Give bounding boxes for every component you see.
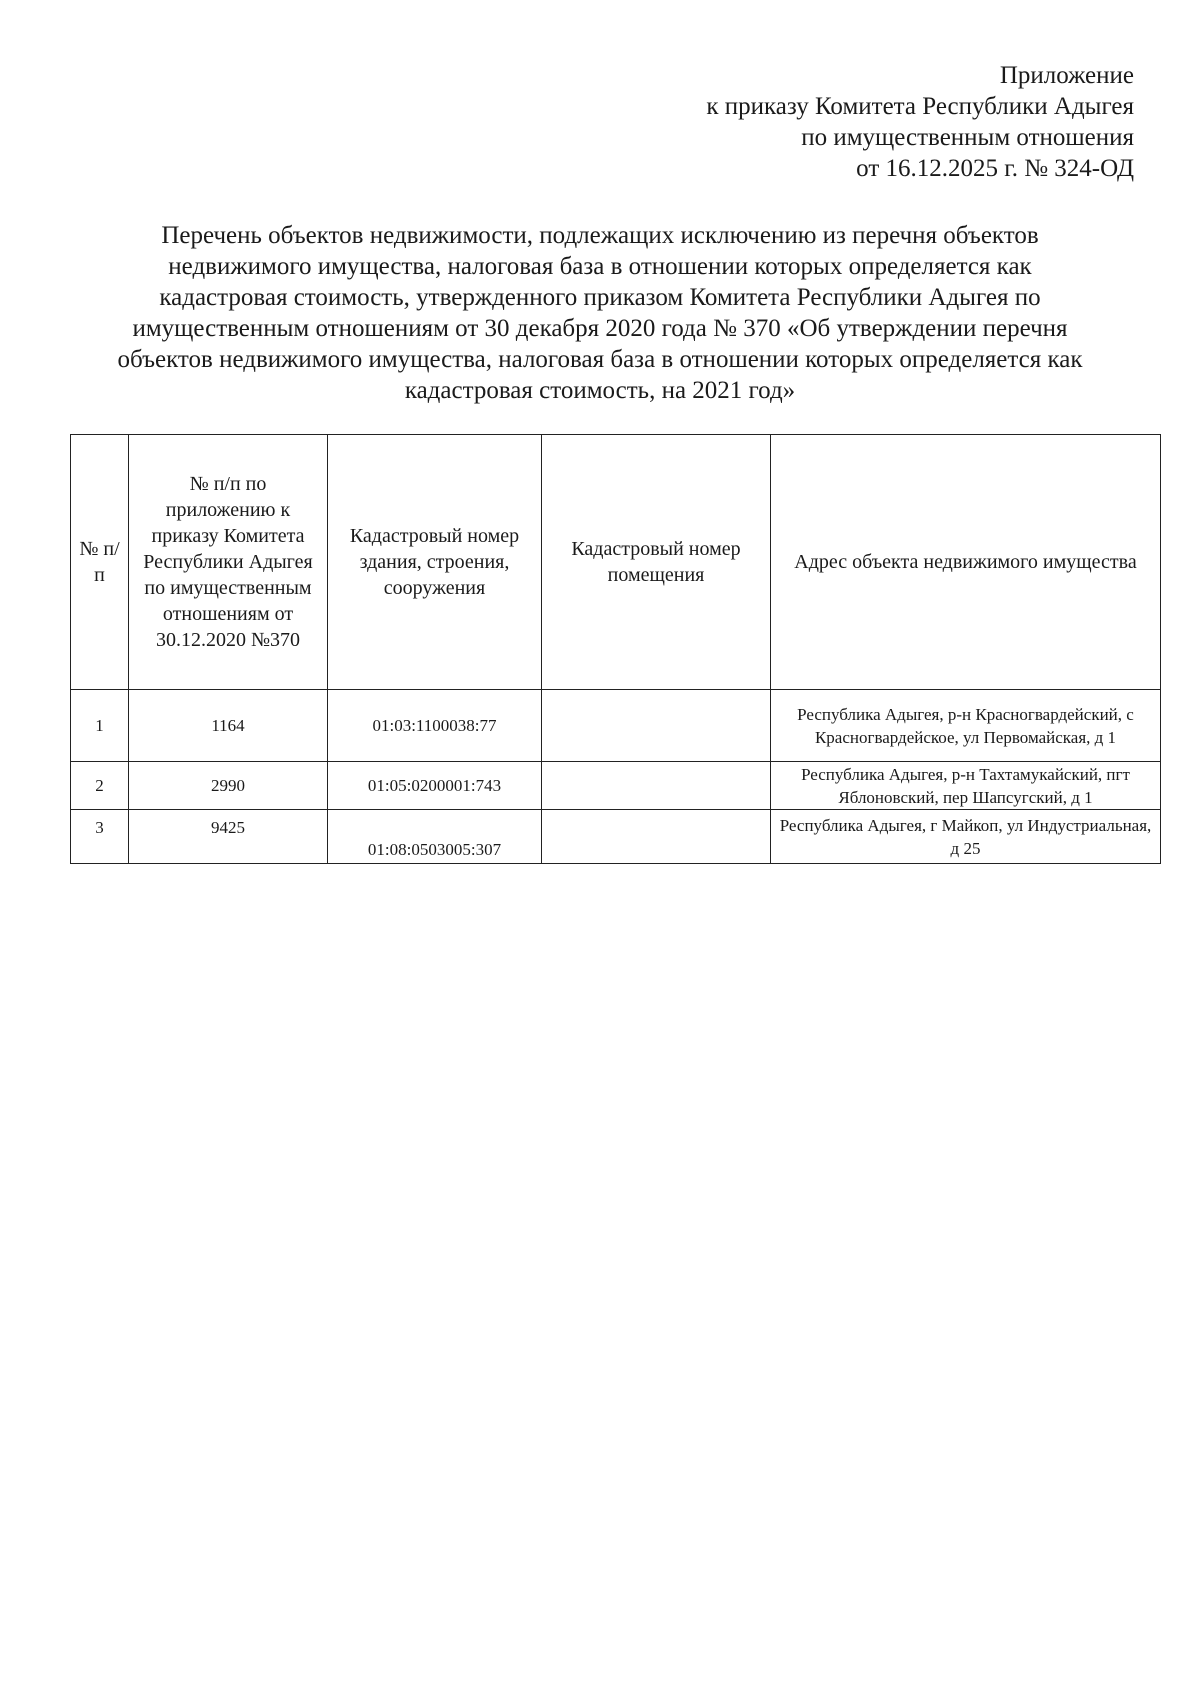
header-num: № п/п: [71, 435, 129, 690]
cell-ref-num: 9425: [129, 810, 328, 864]
table-row: [71, 762, 1161, 810]
cell-num: 3: [71, 810, 129, 864]
cell-num: 1: [71, 690, 129, 762]
title-line-5: объектов недвижимого имущества, налоговая база в отношении которых определяется как: [117, 346, 1083, 373]
header-room-cadastral: Кадастровый номер помещения: [542, 435, 771, 690]
cell-room-cadastral: [542, 690, 771, 762]
cell-address: Республика Адыгея, р-н Красногвардейский, с Красногвардейское, ул Первомайская, д 1: [771, 690, 1161, 762]
header-address: Адрес объекта недвижимого имущества: [771, 435, 1161, 690]
cell-ref-num: 1164: [129, 690, 328, 762]
document-title: [60, 220, 1140, 406]
cell-room-cadastral: [542, 762, 771, 810]
cell-building-cadastral: 01:05:0200001:743: [328, 762, 542, 810]
title-line-3: кадастровая стоимость, утвержденного приказом Комитета Республики Адыгея по: [159, 284, 1041, 311]
table-header-row: [71, 435, 1161, 690]
objects-table: [70, 434, 1161, 864]
header-building-cadastral: Кадастровый номер здания, строения, сооружения: [328, 435, 542, 690]
cell-ref-num: 2990: [129, 762, 328, 810]
table-row: [71, 690, 1161, 762]
appendix-header: [534, 60, 1134, 184]
table-row: [71, 810, 1161, 864]
appendix-label: Приложение: [999, 62, 1134, 89]
title-line-6: кадастровая стоимость, на 2021 год»: [404, 377, 796, 404]
header-ref-num: [129, 435, 328, 690]
cell-address: Республика Адыгея, р-н Тахтамукайский, пгт Яблоновский, пер Шапсугский, д 1: [771, 762, 1161, 810]
title-line-4: имущественным отношениям от 30 декабря 2020 года № 370 «Об утверждении перечня: [132, 315, 1068, 342]
title-line-2: недвижимого имущества, налоговая база в отношении которых определяется как: [168, 253, 1032, 280]
cell-room-cadastral: [542, 810, 771, 864]
appendix-order-ref-cont: по имущественным отношения: [801, 124, 1134, 151]
title-line-1: Перечень объектов недвижимости, подлежащих исключению из перечня объектов: [161, 222, 1039, 249]
cell-building-cadastral: 01:08:0503005:307: [328, 810, 542, 864]
appendix-order-date: от 16.12.2025 г. № 324-ОД: [856, 155, 1134, 182]
appendix-order-ref: к приказу Комитета Республики Адыгея: [706, 93, 1134, 120]
cell-address: Республика Адыгея, г Майкоп, ул Индустриальная, д 25: [771, 810, 1161, 864]
cell-num: 2: [71, 762, 129, 810]
cell-building-cadastral: 01:03:1100038:77: [328, 690, 542, 762]
header-ref-num-text: № п/п по приложению к приказу Комитета Республики Адыгея по имущественным отношениям от 30.12.2020 №370: [143, 473, 313, 651]
